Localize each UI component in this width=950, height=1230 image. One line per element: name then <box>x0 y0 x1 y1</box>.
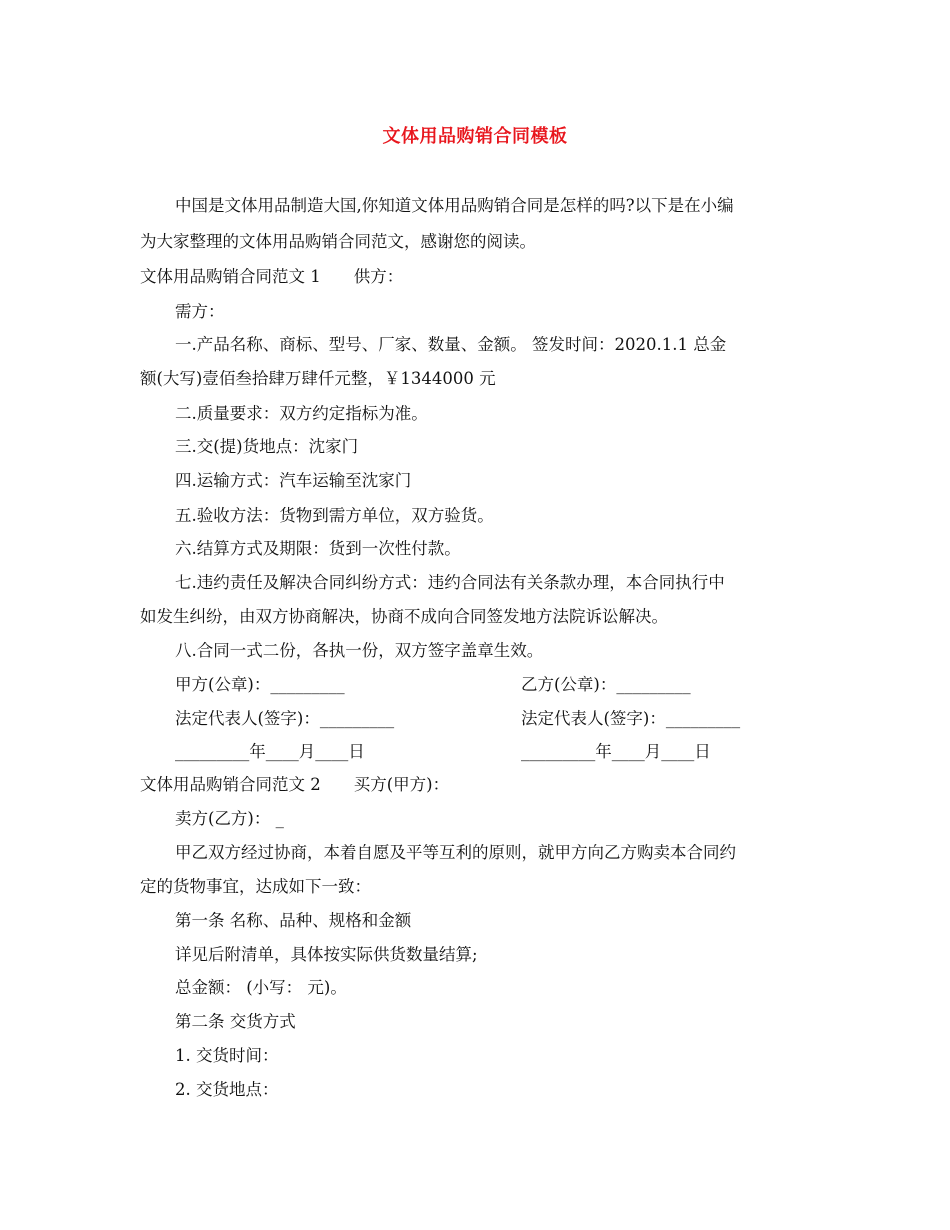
sample1-buyer: 需方： <box>175 302 225 321</box>
sample1-item6: 六.结算方式及期限：货到一次性付款。 <box>175 539 461 558</box>
party-b-seal: 乙方(公章)：_________ <box>521 675 691 694</box>
sample1-item4: 四.运输方式：汽车运输至沈家门 <box>175 471 412 490</box>
sample2-article1-detail: 详见后附清单，具体按实际供货数量结算; <box>175 945 478 964</box>
sample2-delivery-place: 2. 交货地点： <box>175 1080 279 1099</box>
sample2-paragraph-line2: 定的货物事宜，达成如下一致： <box>140 877 371 896</box>
sample1-item5: 五.验收方法：货物到需方单位，双方验货。 <box>175 506 494 525</box>
intro-line-1: 中国是文体用品制造大国,你知道文体用品购销合同是怎样的吗?以下是在小编 <box>175 196 734 215</box>
sample2-article1: 第一条 名称、品种、规格和金额 <box>175 911 412 930</box>
party-b-representative: 法定代表人(签字)：_________ <box>521 709 741 728</box>
party-a-date: _________年____月____日 <box>175 742 365 761</box>
party-b-date: _________年____月____日 <box>521 742 711 761</box>
sample2-total: 总金额： (小写： 元)。 <box>175 978 347 997</box>
sample1-item7-line1: 七.违约责任及解决合同纠纷方式：违约合同法有关条款办理，本合同执行中 <box>175 573 725 592</box>
document-title: 文体用品购销合同模板 <box>382 126 568 147</box>
sample1-heading: 文体用品购销合同范文 1 供方： <box>140 267 404 286</box>
sample2-seller: 卖方(乙方)： _ <box>175 809 284 828</box>
sample1-item3: 三.交(提)货地点：沈家门 <box>175 437 359 456</box>
sample2-delivery-time: 1. 交货时间： <box>175 1046 279 1065</box>
sample2-article2: 第二条 交货方式 <box>175 1012 296 1031</box>
party-a-representative: 法定代表人(签字)：_________ <box>175 709 395 728</box>
sample1-item2: 二.质量要求：双方约定指标为准。 <box>175 404 428 423</box>
sample1-item1-line1: 一.产品名称、商标、型号、厂家、数量、金额。 签发时间：2020.1.1 总金 <box>175 335 727 354</box>
sample1-item7-line2: 如发生纠纷，由双方协商解决，协商不成向合同签发地方法院诉讼解决。 <box>140 607 668 626</box>
party-a-seal: 甲方(公章)：_________ <box>175 675 345 694</box>
sample2-heading: 文体用品购销合同范文 2 买方(甲方)： <box>140 775 450 794</box>
sample1-item8: 八.合同一式二份，各执一份，双方签字盖章生效。 <box>175 641 544 660</box>
intro-line-2: 为大家整理的文体用品购销合同范文，感谢您的阅读。 <box>140 232 536 251</box>
sample2-paragraph-line1: 甲乙双方经过协商，本着自愿及平等互利的原则，就甲方向乙方购卖本合同约 <box>175 843 736 862</box>
sample1-item1-line2: 额(大写)壹佰叁拾肆万肆仟元整，￥1344000 元 <box>140 369 496 388</box>
